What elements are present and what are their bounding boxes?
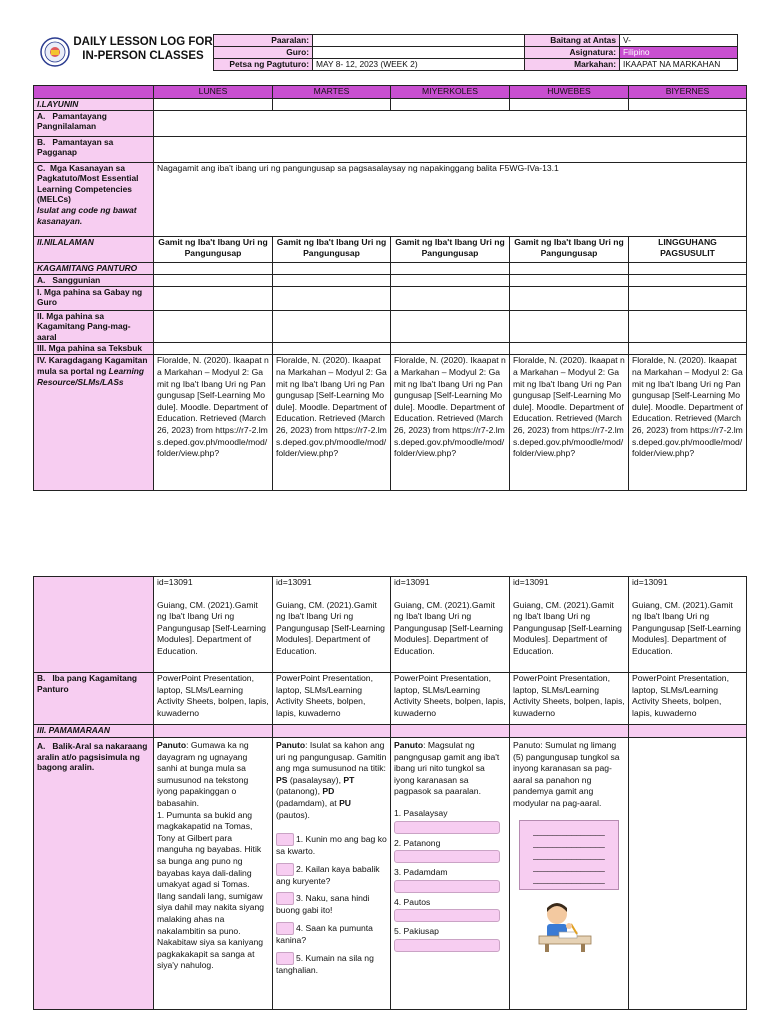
topic-miyerkoles: Gamit ng Iba't Ibang Uri ng Pangungusap bbox=[391, 236, 510, 262]
date-value: MAY 8- 12, 2023 (WEEK 2) bbox=[313, 59, 525, 71]
subject-value: Filipino bbox=[620, 47, 738, 59]
materials-huwebes: PowerPoint Presentation, laptop, SLMs/Learning Activity Sheets, bolpen, lapis, kuwaderno bbox=[510, 673, 629, 725]
row-label-kagamitang-mag-aaral: II. Mga pahina sa Kagamitang Pang-mag-aaral bbox=[34, 310, 154, 343]
topic-martes: Gamit ng Iba't Ibang Uri ng Pangungusap bbox=[273, 236, 391, 262]
topic-biyernes: LINGGUHANG PAGSUSULIT bbox=[629, 236, 747, 262]
row-label-teksbuk: III. Mga pahina sa Teksbuk bbox=[34, 343, 154, 355]
info-table-left: Paaralan: Guro: Petsa ng Pagtuturo: MAY 8- 12, 2023 (WEEK 2) bbox=[213, 34, 525, 71]
day-biyernes: BIYERNES bbox=[629, 86, 747, 99]
list-item: 4. Pautos bbox=[394, 896, 431, 907]
materials-biyernes: PowerPoint Presentation, laptop, SLMs/Learning Activity Sheets, bolpen, lapis, kuwaderno bbox=[629, 673, 747, 725]
row-label-gabay: I. Mga pahina sa Gabay ng Guro bbox=[34, 286, 154, 310]
list-item: 1. Kunin mo ang bag ko sa kwarto. bbox=[276, 833, 387, 857]
materials-martes: PowerPoint Presentation, laptop, SLMs/Learning Activity Sheets, bolpen, lapis, kuwaderno bbox=[273, 673, 391, 725]
section-nilalaman: II.NILALAMAN bbox=[34, 236, 154, 262]
answer-box[interactable] bbox=[276, 922, 294, 935]
ref-biyernes: Floralde, N. (2020). Ikaapat na Markahan – Modyul 2: Gamit ng Iba't Ibang Uri ng Pangungusap [Self-Learning Module]. Moodle. Department of Education. Retrieved (March 26, 2023) from https://r7-2.lms.deped.gov.ph/moodle/mod/folder/view.php? bbox=[629, 355, 747, 491]
ref-miyerkoles: Floralde, N. (2020). Ikaapat na Markahan – Modyul 2: Gamit ng Iba't Ibang Uri ng Pangungusap [Self-Learning Module]. Moodle. Department of Education. Retrieved (March 26, 2023) from https://r7-2.lms.deped.gov.ph/moodle/mod/folder/view.php? bbox=[391, 355, 510, 491]
day-martes: MARTES bbox=[273, 86, 391, 99]
materials-miyerkoles: PowerPoint Presentation, laptop, SLMs/Learning Activity Sheets, bolpen, lapis, kuwaderno bbox=[391, 673, 510, 725]
lesson-table-top bbox=[33, 85, 747, 491]
list-item: 5. Pakiusap bbox=[394, 926, 439, 937]
answer-line[interactable] bbox=[394, 939, 500, 952]
answer-line[interactable] bbox=[394, 880, 500, 893]
ref2-lunes: id=13091 Guiang, CM. (2021).Gamit ng Iba't Ibang Uri ng Pangungusap [Self-Learning Modules]. Department of Education. bbox=[154, 577, 273, 673]
page-title: DAILY LESSON LOG FOR IN-PERSON CLASSES bbox=[73, 36, 213, 62]
row-label-balik-aral: A. Balik-Aral sa nakaraang aralin at/o pagsisimula ng bagong aralin. bbox=[34, 738, 154, 1010]
ref2-huwebes: id=13091 Guiang, CM. (2021).Gamit ng Iba't Ibang Uri ng Pangungusap [Self-Learning Modules]. Department of Education. bbox=[510, 577, 629, 673]
activity-biyernes bbox=[629, 738, 747, 1010]
list-item: 3. Padamdam bbox=[394, 867, 448, 878]
list-item: 2. Patanong bbox=[394, 837, 441, 848]
lesson-table-bottom bbox=[33, 576, 747, 1010]
quarter-value: IKAAPAT NA MARKAHAN bbox=[620, 59, 738, 71]
info-table-right: Baitang at Antas V- Asignatura: Filipino Markahan: IKAAPAT NA MARKAHAN bbox=[524, 34, 738, 71]
answer-box[interactable] bbox=[276, 833, 294, 846]
row-label-melc: C. Mga Kasanayan sa Pagkatuto/Most Essential Learning Competencies (MELCs) Isulat ang code ng bawat kasanayan. bbox=[34, 162, 154, 236]
row-label-karagdagang: IV. Karagdagang Kagamitan mula sa portal ng Learning Resource/SLMs/LASs bbox=[34, 355, 154, 491]
grade-value: V- bbox=[620, 35, 738, 47]
topic-huwebes: Gamit ng Iba't Ibang Uri ng Pangungusap bbox=[510, 236, 629, 262]
child-writing-illustration bbox=[535, 900, 595, 952]
day-huwebes: HUWEBES bbox=[510, 86, 629, 99]
activity-martes: Panuto: Isulat sa kahon ang uri ng pangungusap. Gamitin ang mga sumusunod na titik: PS (pasalaysay), PT (patanong), PD (padamdam), at PU (pautos). 1. Kunin mo ang bag ko sa kwarto. 2. Kailan kaya babalik ang kuryente? 3. Naku, sana hindi buong gabi ito! 4. Saan ka pumunta kanina? 5. Kumain na sila ng tanghalian. bbox=[273, 738, 391, 1010]
list-item: 4. Saan ka pumunta kanina? bbox=[276, 922, 373, 945]
section-layunin: I.LAYUNIN bbox=[34, 98, 154, 110]
answer-line[interactable] bbox=[394, 850, 500, 863]
row-label-pagganap: B. Pamantayan sa Pagganap bbox=[34, 136, 154, 162]
ref2-martes: id=13091 Guiang, CM. (2021).Gamit ng Iba't Ibang Uri ng Pangungusap [Self-Learning Modules]. Department of Education. bbox=[273, 577, 391, 673]
section-pamamaraan: III. PAMAMARAAN bbox=[34, 725, 154, 738]
ref-martes: Floralde, N. (2020). Ikaapat na Markahan – Modyul 2: Gamit ng Iba't Ibang Uri ng Pangungusap [Self-Learning Module]. Moodle. Department of Education. Retrieved (March 26, 2023) from https://r7-2.lms.deped.gov.ph/moodle/mod/folder/view.php? bbox=[273, 355, 391, 491]
day-header-row bbox=[34, 86, 747, 99]
day-miyerkoles: MIYERKOLES bbox=[391, 86, 510, 99]
ref2-miyerkoles: id=13091 Guiang, CM. (2021).Gamit ng Iba't Ibang Uri ng Pangungusap [Self-Learning Modules]. Department of Education. bbox=[391, 577, 510, 673]
activity-huwebes: Panuto: Sumulat ng limang (5) pangungusap tungkol sa inyong karanasan sa pag-aaral sa panahon ng pandemya gamit ang modyular na pag-aaral. _______________ _______________ _______________ _______________ _______________ bbox=[510, 738, 629, 1010]
section-kagamitan: KAGAMITANG PANTURO bbox=[34, 262, 154, 274]
list-item: 5. Kumain na sila ng tanghalian. bbox=[276, 952, 374, 975]
melc-value: Nagagamit ang iba't ibang uri ng pangungusap sa pagsasalaysay ng napakinggang balita F5WG-IVa-13.1 bbox=[154, 162, 747, 236]
list-item: 2. Kailan kaya babalik ang kuryente? bbox=[276, 863, 380, 886]
materials-lunes: PowerPoint Presentation, laptop, SLMs/Learning Activity Sheets, bolpen, lapis, kuwaderno bbox=[154, 673, 273, 725]
row-label-iba-pang-kagamitan: B. Iba pang Kagamitang Panturo bbox=[34, 673, 154, 725]
list-item: 3. Naku, sana hindi buong gabi ito! bbox=[276, 893, 370, 916]
answer-box[interactable] bbox=[276, 952, 294, 965]
ref-huwebes: Floralde, N. (2020). Ikaapat na Markahan – Modyul 2: Gamit ng Iba't Ibang Uri ng Pangungusap [Self-Learning Module]. Moodle. Department of Education. Retrieved (March 26, 2023) from https://r7-2.lms.deped.gov.ph/moodle/mod/folder/view.php? bbox=[510, 355, 629, 491]
answer-line[interactable] bbox=[394, 909, 500, 922]
list-item: 1. Pasalaysay bbox=[394, 807, 448, 818]
answer-box[interactable] bbox=[276, 892, 294, 905]
answer-line[interactable] bbox=[394, 821, 500, 834]
activity-miyerkoles: Panuto: Magsulat ng pangngusap gamit ang iba't ibang uri nito tungkol sa iyong karanasan sa pagpasok sa paaralan. 1. Pasalaysay 2. Patanong 3. Padamdam 4. Pautos 5. Pakiusap bbox=[391, 738, 510, 1010]
ref-lunes: Floralde, N. (2020). Ikaapat na Markahan – Modyul 2: Gamit ng Iba't Ibang Uri ng Pangungusap [Self-Learning Module]. Moodle. Department of Education. Retrieved (March 26, 2023) from https://r7-2.lms.deped.gov.ph/moodle/mod/folder/view.php? bbox=[154, 355, 273, 491]
topic-lunes: Gamit ng Iba't Ibang Uri ng Pangungusap bbox=[154, 236, 273, 262]
teacher-value bbox=[313, 47, 525, 59]
deped-seal-icon bbox=[40, 37, 70, 67]
school-value bbox=[313, 35, 525, 47]
writing-box[interactable]: _______________ _______________ _______________ _______________ _______________ bbox=[519, 820, 619, 890]
answer-box[interactable] bbox=[276, 863, 294, 876]
ref2-biyernes: id=13091 Guiang, CM. (2021).Gamit ng Iba't Ibang Uri ng Pangungusap [Self-Learning Modules]. Department of Education. bbox=[629, 577, 747, 673]
row-label-sanggunian: A. Sanggunian bbox=[34, 274, 154, 286]
activity-lunes: Panuto: Gumawa ka ng dayagram ng ugnayang sanhi at bunga mula sa sumusunod na tekstong iyong papakinggan o babasahin. 1. Pumunta sa bukid ang magkakapatid na Tomas, Tony at Gilbert para manguha ng bayabas. Hitik sa bunga ang puno ng bayabas kaya dali-daling umakyat agad si Tomas. Ilang sandali lang, sumigaw siya dahil may nakita siyang malaking ahas na nakalambitin sa puno. Nakabitaw siya sa kaniyang pagkakakapit sa sanga at siya'y nahulog. bbox=[154, 738, 273, 1010]
row-label-pangnilalaman: A. Pamantayang Pangnilalaman bbox=[34, 110, 154, 136]
day-lunes: LUNES bbox=[154, 86, 273, 99]
